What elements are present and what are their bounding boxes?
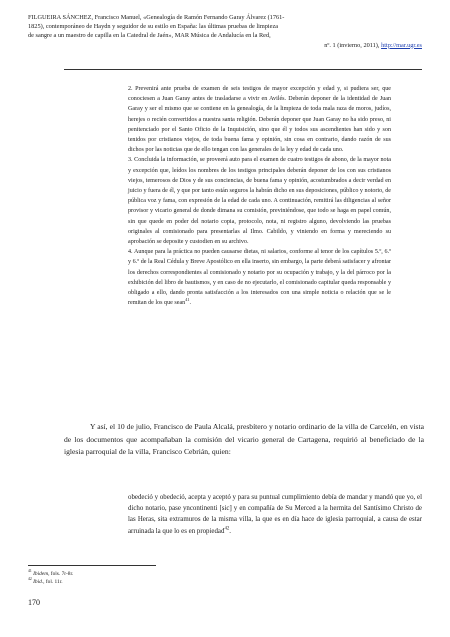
quote-text-wrapper: obedeció y obedeció, acepta y aceptó y para su puntual cumplimiento debía de mandar y mandó que yo, el dicho notario, pase yncontinenti [sic] y en compañía de Su Merced a la hermita del Santísimo Christo de las Heras, sita extramuros de la misma villa, la que es en día hace de iglesia parroquial, a causa de estar arruinada la que lo es en propiedad$^{42}$. — [128, 494, 422, 535]
footnote-divider — [28, 565, 156, 566]
citation-line-3: de sangre a un maestro de capilla en la Catedral de Jaén», MAR Música de Andalucía en la Red, — [28, 32, 271, 40]
citation-line-4 — [28, 41, 422, 50]
footnotes — [28, 570, 328, 586]
footnote-item — [28, 570, 328, 578]
list-item-text: 4. Aunque para la práctica no pueden causarse dietas, ni salarios, conforme al tenor de los capítulos 5.º, 6.º y 6.º de la Real Cédula y Breve Apostólico en ella inserto, sin embargo, la parte deberá satisfacer y afrontar los derechos correspondientes al comisionado y notario por su ocupación y trabajo, y la del párroco por la exhibición del libro de bautismos, y en caso de no ejecutarlo, el comisionado capitular queda responsable y obligado a ello, dando pronta satisfacción a los interesados con una simple noticia o relación que se le remitan de los que sean — [128, 249, 391, 307]
citation-line-1: FILGUEIRA SÁNCHEZ, Francisco Manuel, «Genealogía de Ramón Fernando Garay Álvarez (1761- — [28, 14, 285, 21]
page-number: 170 — [28, 598, 40, 607]
header-divider — [64, 69, 422, 70]
footnote-text: , fols. 7r-8r. — [48, 571, 74, 577]
citation-line-2: 1825), contemporáneo de Haydn y seguidor de su estilo en España: las últimas pruebas de limpieza — [28, 23, 279, 31]
footnote-number: 42 — [28, 577, 32, 582]
footnote-number: 41 — [28, 569, 32, 574]
journal-link[interactable]: http://mar.ugr.es — [381, 41, 422, 49]
numbered-conditions-list — [128, 84, 391, 308]
list-item: 2. Prevenirá ante prueba de examen de seis testigos de mayor excepción y edad y, si pudiera ser, que conociesen a Juan Garay antes de trasladarse a vivir en Avilés. Deberán deponer de la identidad de Juan Garay y ser el mismo que se contiene en la genealogía, de la limpieza de toda mala raza de moros, judíos, herejes o recién convertidos a nuestra santa religión. Deberán deponer que Juan Garay no ha sido preso, ni penitenciado por el Santo Oficio de la Inquisición, sino que él y todos sus ascendientes han sido y son tenidos por cristianos viejos, de toda buena fama y opinión, sin cosa en contrario, dando razón de sus dichos por las noticias que de ello tengan con las generales de la ley y edad de cada uno. — [128, 86, 391, 154]
footnote-item — [28, 578, 328, 586]
quote-text: obedeció y obedeció, acepta y aceptó y para su puntual cumplimiento debía de mandar y mandó que yo, el dicho notario, pase yncontinenti [sic] y en compañía de Su Merced a la hermita del Santísimo Christo de las Heras, sita extramuros de la misma villa, la que es en día hace de iglesia parroquial, a causa de estar arruinada la que lo es en propiedad — [128, 494, 422, 535]
block-quote — [128, 492, 422, 537]
footnote-ref[interactable]: 42 — [224, 526, 230, 532]
footnote-italic: Ibidem — [33, 571, 49, 577]
citation-header — [28, 13, 422, 50]
footnote-ref[interactable]: 41 — [185, 297, 190, 303]
body-text: Y así, el 10 de julio, Francisco de Paula Alcalá, presbítero y notario ordinario de la villa de Carcelén, en vista de los documentos que acompañaban la comisión del vicario general de Cartagena, requirió al beneficiado de la iglesia parroquial de la villa, Francisco Cebrián, quien: — [64, 422, 424, 457]
footnote-italic: Ibid. — [33, 579, 44, 586]
list-item: 4. Aunque para la práctica no pueden causarse dietas, ni salarios, conforme al tenor de los capítulos 5.º, 6.º y 6.º de la Real Cédula y Breve Apostólico en ella inserto, sin embargo, la parte deberá satisfacer y afrontar los derechos correspondientes al comisionado y notario por su ocupación y trabajo, y la del párroco por la exhibición del libro de bautismos, y en caso de no ejecutarlo, el comisionado capitular queda responsable y obligado a ello, dando pronta satisfacción a los interesados con una simple noticia o relación que se le remitan de los que sean$^{41}$. — [128, 249, 391, 307]
body-paragraph — [64, 421, 424, 459]
list-item: 3. Concluida la información, se proveerá auto para el examen de cuatro testigos de abono, de la mayor nota y excepción que, leídos los nombres de los testigos principales deberán deponer de los con sus cristianos viejos, temerosos de Dios y de sus conciencias, de buena fama y opinión, acostumbrados a decir verdad en juicio y fuera de él, y que por tanto están seguros la habrán dicho en sus deposiciones, público y notorio, de pública voz y fama, con expresión de la edad de cada uno. A continuación, remitirá las diligencias al señor provisor y vicario general de donde dimana su comisión, previniéndose, que todo se haga en papel común, sin que quede en poder del notario copia, protocolo, nota, ni registro alguno, devolviendo las pruebas originales al comisionado para presentarlas al Ilmo. Cabildo, y viniendo en forma y mereciendo su aprobación se deposite y custodien en su archivo. — [128, 157, 391, 246]
footnote-text: , fol. 11r. — [43, 579, 63, 586]
citation-issue: nº. 1 (invierno, 2011), — [324, 41, 382, 49]
